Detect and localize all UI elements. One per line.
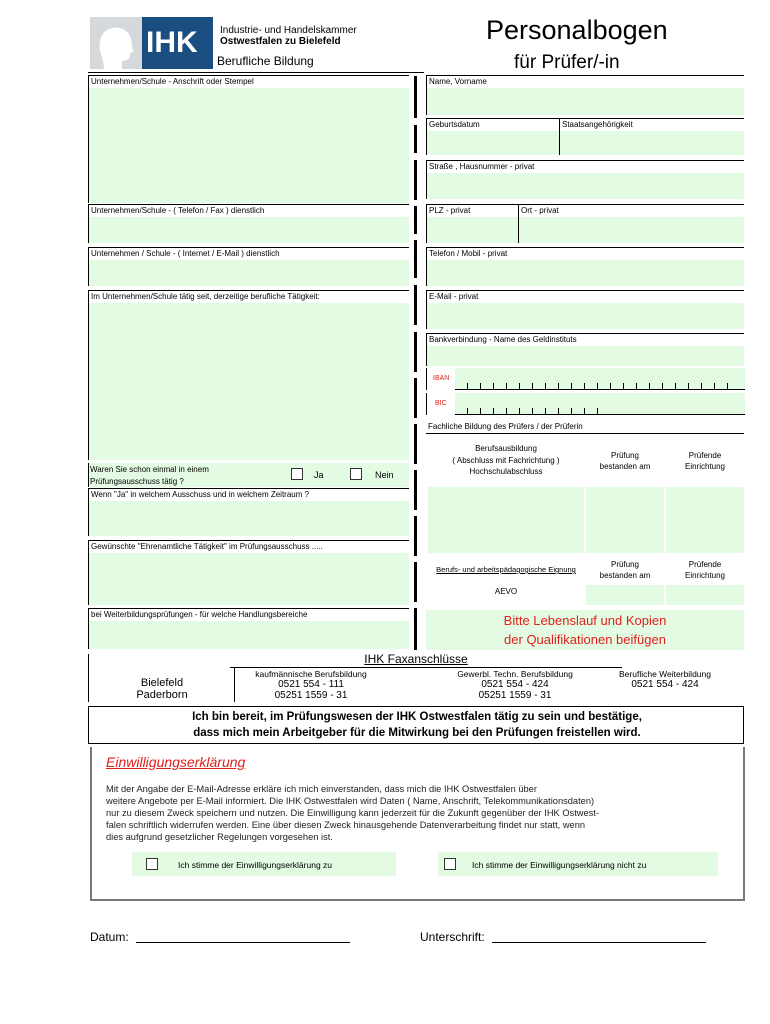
- head-silhouette-icon: [90, 17, 142, 69]
- company-address-field[interactable]: [88, 75, 409, 203]
- yes-label: Ja: [314, 470, 324, 480]
- plz-field[interactable]: [426, 204, 518, 243]
- committee-period-label: Wenn "Ja" in welchem Ausschuss und in welchem Zeitraum ?: [91, 490, 310, 499]
- logo-text: IHK: [146, 26, 198, 59]
- prev-committee-question-1: Waren Sie schon einmal in einem: [90, 465, 209, 474]
- education-header-rule: [426, 433, 744, 434]
- consent-text-2: weitere Angebote per E-Mail informiert. Die IHK Ostwestfalen wird Daten ( Name, Anschrift, Telekommunikationsdaten): [106, 796, 595, 806]
- company-address-label: Unternehmen/Schule - Anschrift oder Stempel: [91, 77, 254, 86]
- bank-label: Bankverbindung - Name des Geldinstituts: [429, 335, 577, 344]
- bic-label: BIC: [435, 400, 447, 407]
- consent-disagree-label: Ich stimme der Einwilligungserklärung nicht zu: [472, 860, 647, 870]
- exam-passed-header-1: Prüfung: [610, 451, 640, 460]
- vocational-training-input[interactable]: [428, 487, 584, 553]
- org-name-line1: Industrie- und Handelskammer: [220, 25, 357, 36]
- declaration-line2: dass mich mein Arbeitgeber für die Mitwirkung bei den Prüfungen freistellen wird.: [193, 727, 641, 739]
- company-internet-label: Unternehmen / Schule - ( Internet / E-Mail ) dienstlich: [91, 249, 280, 258]
- phone-field[interactable]: [426, 247, 744, 286]
- fax-technical-number-1: 0521 554 - 424: [481, 679, 549, 690]
- company-phone-fax-field[interactable]: [88, 204, 409, 243]
- fax-city-bielefeld: Bielefeld: [140, 677, 184, 689]
- vocational-training-header-1: Berufsausbildung: [475, 444, 537, 453]
- examining-body-input[interactable]: [666, 487, 744, 553]
- fax-commercial-header: kaufmännische Berufsbildung: [255, 669, 367, 679]
- fax-city-rule: [234, 668, 235, 702]
- further-training-field[interactable]: [88, 608, 409, 649]
- divider-12: [414, 562, 417, 602]
- fax-title: IHK Faxanschlüsse: [364, 652, 468, 666]
- cv-notice-line1: Bitte Lebenslauf und Kopien: [503, 613, 667, 628]
- declaration-line1: Ich bin bereit, im Prüfungswesen der IHK Ostwestfalen tätig zu sein und bestätige,: [192, 711, 642, 723]
- city-label: Ort - privat: [521, 206, 559, 215]
- page-subtitle: für Prüfer/-in: [514, 52, 620, 73]
- company-phone-fax-label: Unternehmen/Schule - ( Telefon / Fax ) dienstlich: [91, 206, 265, 215]
- name-field[interactable]: [426, 75, 744, 115]
- bank-field[interactable]: [426, 333, 744, 366]
- divider-2: [414, 125, 417, 153]
- aevo-exam-input[interactable]: [586, 585, 664, 605]
- email-field[interactable]: [426, 290, 744, 329]
- divider-6: [414, 285, 417, 325]
- fax-commercial-number-2: 05251 1559 - 31: [274, 690, 348, 701]
- education-label: Fachliche Bildung des Prüfers / der Prüferin: [428, 422, 583, 431]
- fax-technical-number-2: 05251 1559 - 31: [478, 690, 552, 701]
- consent-text-4: falen schriftlich widerrufen werden. Eine über diesen Zweck hinausgehende Datenverarbeitung findet nur statt, wenn: [106, 820, 586, 830]
- fax-city-paderborn: Paderborn: [136, 689, 188, 701]
- bic-input[interactable]: [455, 393, 745, 415]
- honorary-activity-label: Gewünschte "Ehrenamtliche Tätigkeit" im Prüfungsausschuss .....: [91, 542, 323, 551]
- aevo-label: AEVO: [494, 587, 518, 596]
- declaration-box: [88, 706, 744, 744]
- consent-text-5: dies aufgrund gesetzlicher Regelungen vorgesehen ist.: [106, 832, 333, 842]
- company-internet-field[interactable]: [88, 247, 409, 286]
- cv-notice-line2: der Qualifikationen beifügen: [504, 632, 666, 647]
- divider-13: [414, 608, 417, 650]
- header-rule: [88, 72, 424, 73]
- date-line[interactable]: [136, 942, 350, 943]
- exam-passed-input[interactable]: [586, 487, 664, 553]
- divider-4: [414, 206, 417, 234]
- iban-label: IBAN: [433, 375, 450, 382]
- cv-notice-box: [426, 610, 744, 650]
- birthdate-label: Geburtsdatum: [429, 120, 480, 129]
- fax-title-rule: [230, 667, 622, 668]
- aevo-body-header-2: Einrichtung: [684, 571, 726, 580]
- fax-technical-header: Gewerbl. Techn. Berufsbildung: [457, 669, 573, 679]
- prev-committee-question-2: Prüfungsausschuss tätig ?: [90, 477, 184, 486]
- city-field[interactable]: [518, 204, 744, 243]
- phone-label: Telefon / Mobil - privat: [429, 249, 508, 258]
- aevo-exam-header-1: Prüfung: [610, 560, 640, 569]
- fax-commercial-number-1: 0521 554 - 111: [278, 679, 344, 690]
- examining-body-header-2: Einrichtung: [684, 462, 726, 471]
- vocational-training-header-2: ( Abschluss mit Fachrichtung ): [452, 456, 560, 465]
- divider-9: [414, 424, 417, 464]
- nationality-field[interactable]: [559, 118, 744, 155]
- consent-agree-checkbox[interactable]: [146, 858, 158, 870]
- aevo-body-input[interactable]: [666, 585, 744, 605]
- divider-11: [414, 516, 417, 556]
- committee-period-field[interactable]: [88, 488, 409, 536]
- iban-input[interactable]: [455, 368, 745, 390]
- plz-label: PLZ - privat: [429, 206, 471, 215]
- no-label: Nein: [375, 470, 394, 480]
- street-field[interactable]: [426, 160, 744, 199]
- divider-5: [414, 240, 417, 278]
- vocational-training-header-3: Hochschulabschluss: [469, 467, 543, 476]
- page-title: Personalbogen: [486, 15, 668, 45]
- consent-agree-label: Ich stimme der Einwilligungserklärung zu: [178, 860, 333, 870]
- examining-body-header-1: Prüfende: [688, 451, 722, 460]
- honorary-activity-field[interactable]: [88, 540, 409, 605]
- date-label: Datum:: [90, 930, 129, 944]
- consent-agree-option[interactable]: [132, 852, 396, 876]
- signature-label: Unterschrift:: [420, 930, 485, 944]
- consent-box: [90, 747, 745, 901]
- aevo-description: Berufs- und arbeitspädagogische Eignung: [436, 565, 576, 574]
- consent-text-3: nur zu diesem Zweck speichern und nutzen. Die Einwilligung kann jederzeit für die Zukunft gegenüber der IHK Ostwest-: [106, 808, 599, 818]
- consent-disagree-option[interactable]: [438, 852, 718, 876]
- street-label: Straße , Hausnummer - privat: [429, 162, 535, 171]
- consent-title: Einwilligungserklärung: [106, 754, 246, 770]
- activity-field[interactable]: [88, 290, 409, 460]
- name-label: Name, Vorname: [429, 77, 487, 86]
- aevo-body-header-1: Prüfende: [688, 560, 722, 569]
- org-name-line2: Ostwestfalen zu Bielefeld: [220, 36, 341, 47]
- iban-row: [426, 368, 744, 390]
- divider-8: [414, 378, 417, 418]
- consent-text-1: Mit der Angabe der E-Mail-Adresse erkläre ich mich einverstanden, dass mich die IHK Ostwestfalen über: [106, 784, 537, 794]
- nationality-label: Staatsangehörigkeit: [562, 120, 633, 129]
- divider-10: [414, 470, 417, 510]
- fax-further-header: Berufliche Weiterbildung: [619, 669, 711, 679]
- further-training-label: bei Weiterbildungsprüfungen - für welche Handlungsbereiche: [91, 610, 308, 619]
- yes-checkbox[interactable]: [291, 468, 303, 480]
- divider-7: [414, 332, 417, 372]
- bic-row: [426, 393, 744, 415]
- activity-label: Im Unternehmen/Schule tätig seit, derzeitige berufliche Tätigkeit:: [91, 292, 320, 301]
- fax-further-number: 0521 554 - 424: [631, 679, 699, 690]
- email-label: E-Mail - privat: [429, 292, 479, 301]
- birthdate-field[interactable]: [426, 118, 559, 155]
- no-checkbox[interactable]: [350, 468, 362, 480]
- ihk-logo: [90, 17, 213, 69]
- aevo-exam-header-2: bestanden am: [599, 571, 651, 580]
- divider-1: [414, 76, 417, 118]
- division-label: Berufliche Bildung: [217, 54, 314, 68]
- signature-line[interactable]: [492, 942, 706, 943]
- exam-passed-header-2: bestanden am: [599, 462, 651, 471]
- consent-disagree-checkbox[interactable]: [444, 858, 456, 870]
- divider-3: [414, 160, 417, 200]
